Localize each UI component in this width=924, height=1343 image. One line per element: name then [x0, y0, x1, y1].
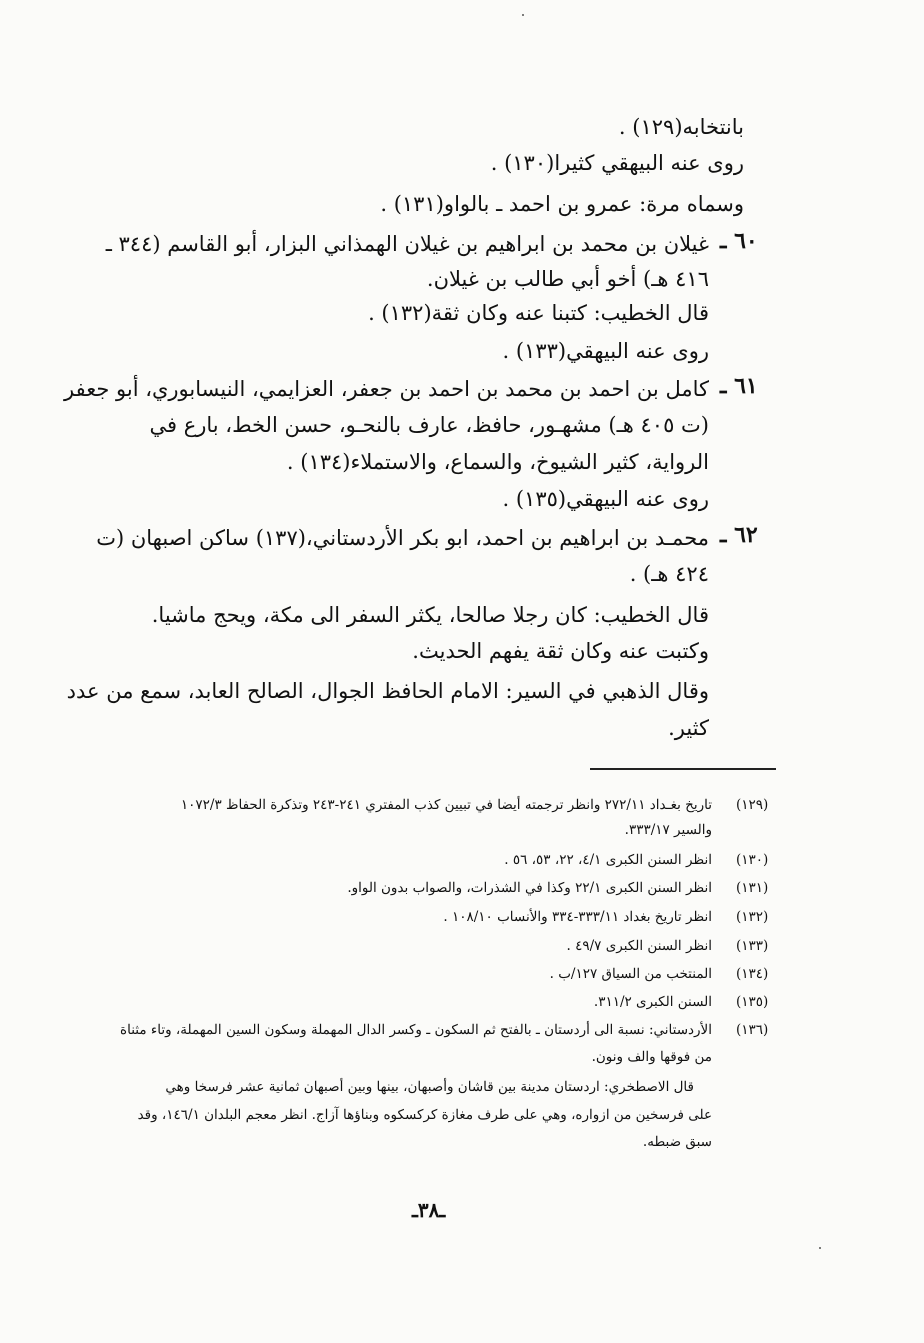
footnote-line-3: انظر السنن الكبرى ٤/١، ٢٢، ٥٣، ٥٦ .	[504, 852, 712, 868]
footnote-line-6: انظر السنن الكبرى ٤٩/٧ .	[566, 938, 712, 954]
page-number: ـ٣٨ـ	[412, 1198, 446, 1222]
footnote-line-1: تاريخ بغـداد ٢٧٢/١١ وانظر ترجمته أيضا في تبيين كذب المفتري ٢٤١-٢٤٣ وتذكرة الحفاظ ١٠٧٢/٣	[180, 797, 712, 813]
footnote-line-9: الأردستاني: نسبة الى أردستان ـ بالفتح ثم السكون ـ وكسر الدال المهملة وسكون السين المهملة، وتاء مثناة	[120, 1022, 712, 1038]
scan-speck	[522, 14, 524, 16]
body-line-15: وكتبت عنه وكان ثقة يفهم الحديث.	[412, 639, 709, 663]
footnote-line-8: السنن الكبرى ٣١١/٢.	[593, 994, 712, 1010]
body-line-17: كثير.	[668, 716, 709, 740]
footnote-line-12: على فرسخين من ازواره، وهي على طرف مغازة كركسكوه وبناؤها آزاج. انظر معجم البلدان ١٤٦/١، وقد	[137, 1107, 712, 1123]
footnote-number-135: (١٣٥)	[736, 994, 769, 1010]
footnote-line-2: والسير ٣٣٣/١٧.	[624, 822, 712, 838]
footnote-line-13: سبق ضبطه.	[642, 1134, 712, 1150]
body-line-12: محمـد بن ابراهيم بن احمد، ابو بكر الأردستاني،(١٣٧) ساكن اصبهان (ت	[96, 526, 709, 550]
body-line-16: وقال الذهبي في السير: الامام الحافظ الجوال، الصالح العابد، سمع من عدد	[66, 679, 709, 703]
body-line-14: قال الخطيب: كان رجلا صالحا، يكثر السفر الى مكة، ويحج ماشيا.	[151, 603, 709, 627]
footnote-number-133: (١٣٣)	[736, 938, 769, 954]
body-line-4: غيلان بن محمد بن ابراهيم بن غيلان الهمذاني البزار، أبو القاسم (٣٤٤ ـ	[105, 232, 709, 256]
body-line-8: كامل بن احمد بن محمد بن احمد بن جعفر، العزايمي، النيسابوري، أبو جعفر	[64, 377, 709, 401]
body-line-10: الرواية، كثير الشيوخ، والسماع، والاستملاء(١٣٤) .	[286, 450, 709, 474]
entry-number-60: ٦٠ ـ	[720, 228, 758, 254]
body-line-3: وسماه مرة: عمرو بن احمد ـ بالواو(١٣١) .	[380, 192, 744, 216]
footnote-number-136: (١٣٦)	[736, 1022, 769, 1038]
footnote-line-11: قال الاصطخري: اردستان مدينة بين قاشان وأصبهان، بينها وبين أصبهان ثمانية عشر فرسخا وهي	[165, 1079, 694, 1095]
body-line-11: روى عنه البيهقي(١٣٥) .	[502, 487, 709, 511]
footnote-number-134: (١٣٤)	[736, 966, 769, 982]
body-line-9: (ت ٤٠٥ هـ) مشهـور، حافظ، عارف بالنحـو، حسن الخط، بارع في	[149, 413, 709, 437]
entry-number-62: ٦٢ ـ	[720, 522, 758, 548]
footnote-number-130: (١٣٠)	[736, 852, 769, 868]
body-line-7: روى عنه البيهقي(١٣٣) .	[502, 339, 709, 363]
footnote-separator	[590, 768, 776, 770]
body-line-5: ٤١٦ هـ) أخو أبي طالب بن غيلان.	[426, 267, 709, 291]
footnote-number-129: (١٢٩)	[736, 797, 769, 813]
footnote-line-5: انظر تاريخ بغداد ٣٣٣/١١-٣٣٤ والأنساب ١٠٨/١٠ .	[443, 909, 712, 925]
scan-speck	[819, 1247, 821, 1249]
footnote-line-4: انظر السنن الكبرى ٢٢/١ وكذا في الشذرات، والصواب بدون الواو.	[347, 880, 712, 896]
entry-number-61: ٦١ ـ	[720, 373, 758, 399]
footnote-number-132: (١٣٢)	[736, 909, 769, 925]
body-line-2: روى عنه البيهقي كثيرا(١٣٠) .	[490, 151, 744, 175]
body-line-13: ٤٢٤ هـ) .	[629, 562, 709, 586]
footnote-line-10: من فوقها والف ونون.	[591, 1049, 712, 1065]
body-line-6: قال الخطيب: كتبنا عنه وكان ثقة(١٣٢) .	[368, 301, 709, 325]
footnote-line-7: المنتخب من السياق ١٢٧/ب .	[549, 966, 712, 982]
body-line-1: بانتخابه(١٢٩) .	[618, 115, 744, 139]
footnote-number-131: (١٣١)	[736, 880, 769, 896]
